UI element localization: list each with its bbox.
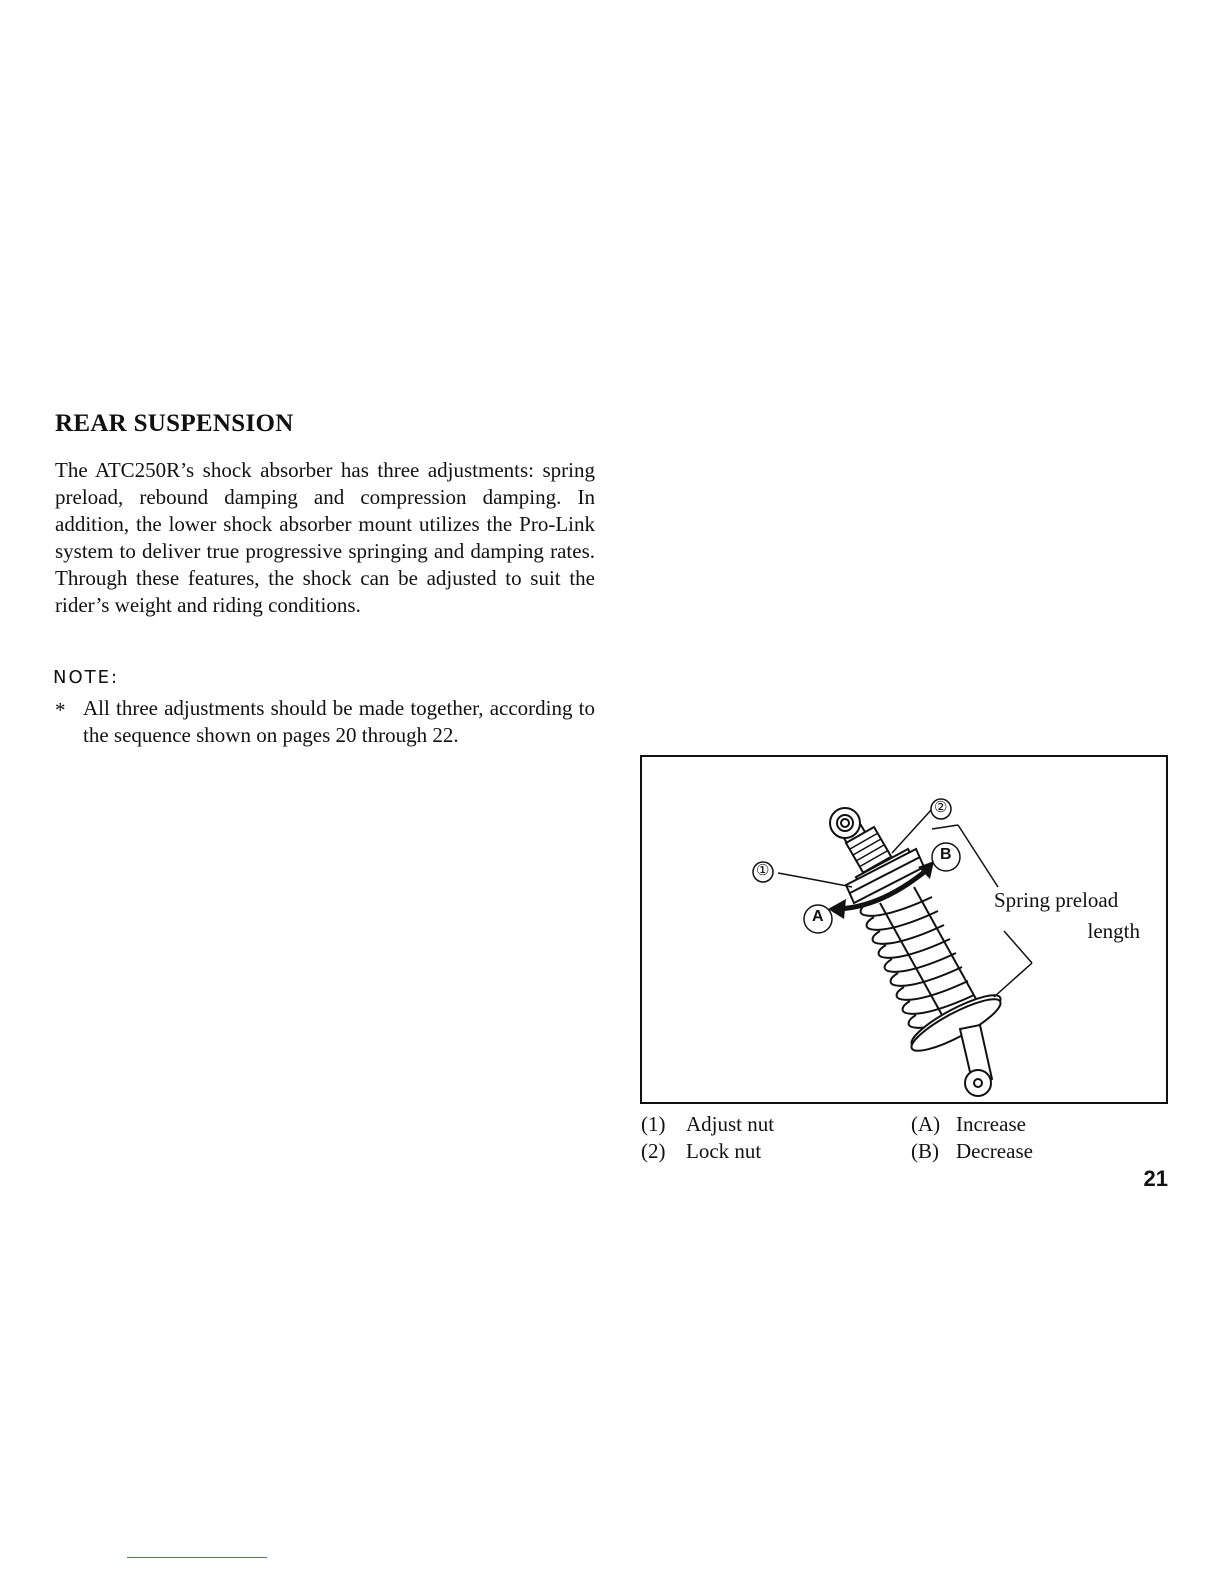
callout-a: A bbox=[812, 908, 824, 925]
spring-preload-label bbox=[994, 885, 1144, 947]
note-text: All three adjustments should be made together, according to the sequence shown on pages 20 through 22. bbox=[83, 696, 595, 747]
callout-1: ① bbox=[756, 863, 770, 879]
note-bullet: * bbox=[55, 698, 66, 722]
note-label: NOTE: bbox=[53, 667, 120, 688]
legend-text: Decrease bbox=[956, 1139, 1033, 1163]
note-item bbox=[55, 695, 595, 749]
legend-decrease bbox=[911, 1138, 1033, 1165]
callout-b: B bbox=[940, 846, 952, 863]
lower-mount bbox=[960, 1025, 992, 1096]
body-paragraph: The ATC250R’s shock absorber has three adjustments: spring preload, rebound damping and compression damping. In addition, the lower shock absorber mount utilizes the Pro-Link system to deliver true progressive springing and damping rates. Through these features, the shock can be adjusted to suit the rider’s weight and riding conditions. bbox=[55, 458, 595, 617]
legend-number: (A) bbox=[911, 1112, 941, 1136]
legend-text: Lock nut bbox=[686, 1139, 762, 1163]
legend-number: (B) bbox=[911, 1139, 939, 1163]
legend-lock-nut bbox=[641, 1138, 761, 1165]
callout-2: ② bbox=[934, 800, 948, 816]
spring-preload-line2: length bbox=[1087, 919, 1140, 943]
legend-text: Increase bbox=[956, 1112, 1026, 1136]
legend-number: (1) bbox=[641, 1112, 666, 1136]
legend-text: Adjust nut bbox=[686, 1112, 775, 1136]
page-number: 21 bbox=[1143, 1166, 1168, 1191]
scan-artifact-line bbox=[127, 1557, 267, 1558]
shock-absorber-figure bbox=[640, 755, 1168, 1104]
spring-preload-line1: Spring preload bbox=[994, 888, 1119, 912]
section-title: REAR SUSPENSION bbox=[55, 410, 294, 437]
legend-number: (2) bbox=[641, 1139, 666, 1163]
legend-increase bbox=[911, 1111, 1026, 1138]
legend-adjust-nut bbox=[641, 1111, 774, 1138]
